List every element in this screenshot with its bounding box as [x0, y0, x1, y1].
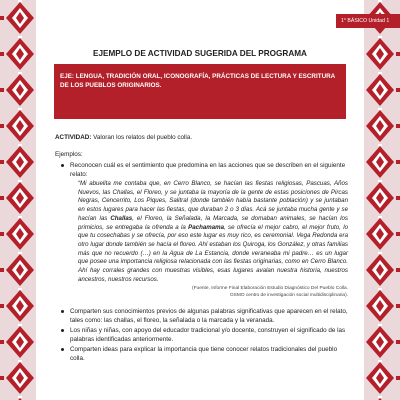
bullet-icon	[61, 348, 64, 351]
page-title: EJEMPLO DE ACTIVIDAD SUGERIDA DEL PROGRAMA	[93, 49, 307, 58]
bullet-icon	[61, 164, 64, 167]
story-quote	[78, 180, 348, 284]
bullet-text: Comparten ideas para explicar la importancia que tiene conocer relatos tradicionales del pueblo colla.	[70, 346, 338, 363]
quote-part-2: , el Floreo, la Señalada, la Marcada, se domaban animales, se hacían los primicios, se entregaba la ofrenda a la	[78, 214, 349, 231]
quote-part-3: , se ofrecía el mejor cabro, el mejor fruto, lo que tu cosechabas y se ofrecía, por eso este lugar es muy rico, es ceremonial. Vega Redonda era otro lugar donde también se hacía el floreo. Ahí estaban los Quiroga, los González, y otras familias más que no recuerdo (…) en la Agua de La Estancia, donde veraneaba mi padre… es un lugar que posee una importancia religiosa relacionada con las fiestas originarias, como en Cerro Blanco. Ahí hay corrales grandes con muestras visibles, esas lugares avalan nuestra historia, nuestros ancestros, nuestros recursos.	[78, 223, 348, 283]
quote-bold-challas: Challas	[110, 214, 133, 222]
bullet-icon	[61, 310, 64, 313]
bullet-icon	[61, 329, 64, 332]
quote-bold-pachamama: Pachamama	[188, 223, 224, 231]
eje-banner	[54, 64, 346, 119]
decorative-border-right	[360, 0, 400, 400]
activity-steps-list	[55, 307, 348, 363]
eje-text: EJE: LENGUA, TRADICIÓN ORAL, ICONOGRAFÍA, PRÁCTICAS DE LECTURA Y ESCRITURA DE LOS PUEBLOS ORIGINARIOS.	[60, 73, 335, 89]
activity-line	[55, 133, 348, 142]
decorative-border-left	[0, 0, 40, 400]
activity-label: ACTIVIDAD:	[55, 134, 92, 141]
andean-pattern-right	[360, 0, 400, 400]
list-item	[70, 345, 348, 363]
andean-pattern-left	[0, 0, 40, 400]
list-item	[70, 161, 348, 299]
main-content	[55, 133, 348, 364]
bullet-text: Comparten sus conocimientos previos de algunas palabras significativas que aparecen en el relato, tales como: las challas, el floreo, la señalada o la marcada y la veranada.	[70, 308, 348, 325]
source-citation	[70, 285, 348, 299]
bullet-text: Los niñas y niñas, con apoyo del educador tradicional y/o docente, construyen el significado de las palabras identificadas anteriormente.	[70, 327, 346, 344]
bullet-text: Reconocen cuál es el sentimiento que predomina en las acciones que se describen en el siguiente relato:	[70, 162, 346, 178]
list-item	[70, 326, 348, 344]
list-item	[70, 307, 348, 325]
examples-label: Ejemplos:	[55, 151, 83, 158]
source-line-2: OSMO centro de investigación social multidisciplinaria).	[229, 293, 348, 299]
activity-text: Valoran los relatos del pueblo colla.	[91, 134, 193, 141]
grade-unit-badge	[336, 14, 400, 28]
grade-unit-label: 1° BÁSICO Unidad 1	[341, 18, 390, 24]
source-line-1: (Fuente, Informe Final Elaboración Estudio Diagnóstico Del Pueblo Colla.	[192, 286, 348, 292]
examples-list	[55, 161, 348, 299]
quote-part-1: “Mi abuelita me contaba que, en Cerro Blanco, se hacían las fiestas religiosas, Pascuas, Años Nuevos, las Challas, el Floreo, y se juntaba la mayoría de la gente de estas posiciones de Pircas Negras, Cencerrito, Los Piques, Salitral (donde también había bastante población) y se juntaban en estos lugares para hacer las fiestas, que duraban 2 o 3 días. Acá se juntaba mucha gente y se hacían las	[78, 180, 348, 222]
